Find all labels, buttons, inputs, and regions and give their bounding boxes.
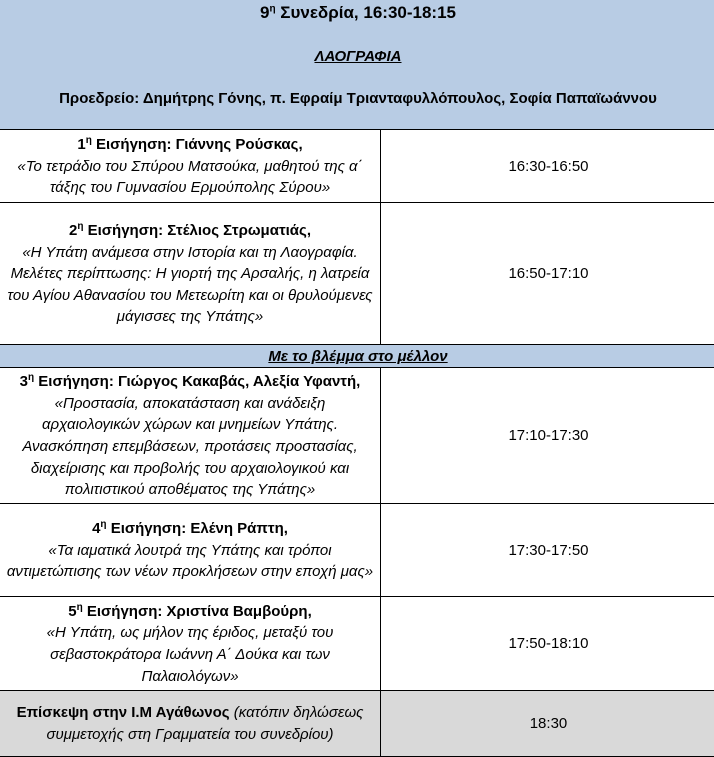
talk-info [0, 130, 381, 203]
session-header-row [0, 0, 714, 130]
talk-speaker: $5^\eta$ Εισήγηση: Χριστίνα Βαμβούρη, [68, 603, 312, 620]
talk-title: «Η Υπάτη, ως μήλον της έριδος, μεταξύ του σεβαστοκράτορα Ιωάννη Α΄ Δούκα και των Παλαιολόγων» [47, 624, 334, 684]
talk-row-1 [0, 130, 714, 203]
talk-row-2 [0, 203, 714, 345]
talk-info [0, 504, 381, 597]
talk-title: «Τα ιαματικά λουτρά της Υπάτης και τρόποι αντιμετώπισης των νέων προκλήσεων στην εποχή μας» [7, 542, 373, 581]
session-header [0, 0, 714, 130]
talk-row-4 [0, 504, 714, 597]
talk-speaker: $2^\eta$ Εισήγηση: Στέλιος Στρωματιάς, [69, 222, 311, 239]
visit-row [0, 691, 714, 757]
talk-time: 17:10-17:30 [381, 368, 714, 504]
talk-time: 16:50-17:10 [381, 203, 714, 345]
talk-title: «Το τετράδιο του Σπύρου Ματσούκα, μαθητού της α΄ τάξης του Γυμνασίου Ερμούπολης Σύρου» [17, 158, 362, 197]
visit-name: Επίσκεψη στην Ι.Μ Αγάθωνος [17, 704, 230, 721]
talk-speaker: $4^\eta$ Εισήγηση: Ελένη Ράπτη, [92, 520, 288, 537]
chairs-line: Προεδρείο: Δημήτρης Γόνης, π. Εφραίμ Τριανταφυλλόπουλος, Σοφία Παπαϊωάννου [0, 90, 714, 107]
talk-row-3 [0, 368, 714, 504]
visit-info [0, 691, 381, 757]
talk-info [0, 203, 381, 345]
talk-title: «Προστασία, αποκατάσταση και ανάδειξη αρχαιολογικών χώρων και μνημείων Υπάτης. Ανασκόπηση επεμβάσεων, προτάσεις προστασίας, διαχείρισης και προβολής του αρχαιολογικού και πολιτιστικού αποθέματος της Υπάτης» [22, 395, 357, 498]
subsection-row [0, 345, 714, 368]
talk-speaker: $1^\eta$ Εισήγηση: Γιάννης Ρούσκας, [77, 136, 302, 153]
talk-speaker: $3^\eta$ Εισήγηση: Γιώργος Κακαβάς, Αλεξία Υφαντή, [20, 373, 361, 390]
talk-time: 17:50-18:10 [381, 597, 714, 691]
talk-time: 17:30-17:50 [381, 504, 714, 597]
session-title: $9^\eta$ Συνεδρία, 16:30-18:15 [0, 3, 714, 23]
visit-time: 18:30 [381, 691, 714, 757]
talk-info [0, 368, 381, 504]
talk-row-5 [0, 597, 714, 691]
section-title: ΛΑΟΓΡΑΦΙΑ [0, 48, 714, 65]
talk-title: «Η Υπάτη ανάμεσα στην Ιστορία και τη Λαογραφία. Μελέτες περίπτωσης: Η γιορτή της Αρσαλής, η λατρεία του Αγίου Αθανασίου του Μετεωρίτη και οι θρυλούμενες μάγισσες της Υπάτης» [7, 244, 372, 326]
talk-time: 16:30-16:50 [381, 130, 714, 203]
subsection-title: Με το βλέμμα στο μέλλον [0, 345, 714, 368]
talk-info [0, 597, 381, 691]
visit-note: (κατόπιν δηλώσεως συμμετοχής στη Γραμματεία του συνεδρίου) [46, 704, 363, 743]
